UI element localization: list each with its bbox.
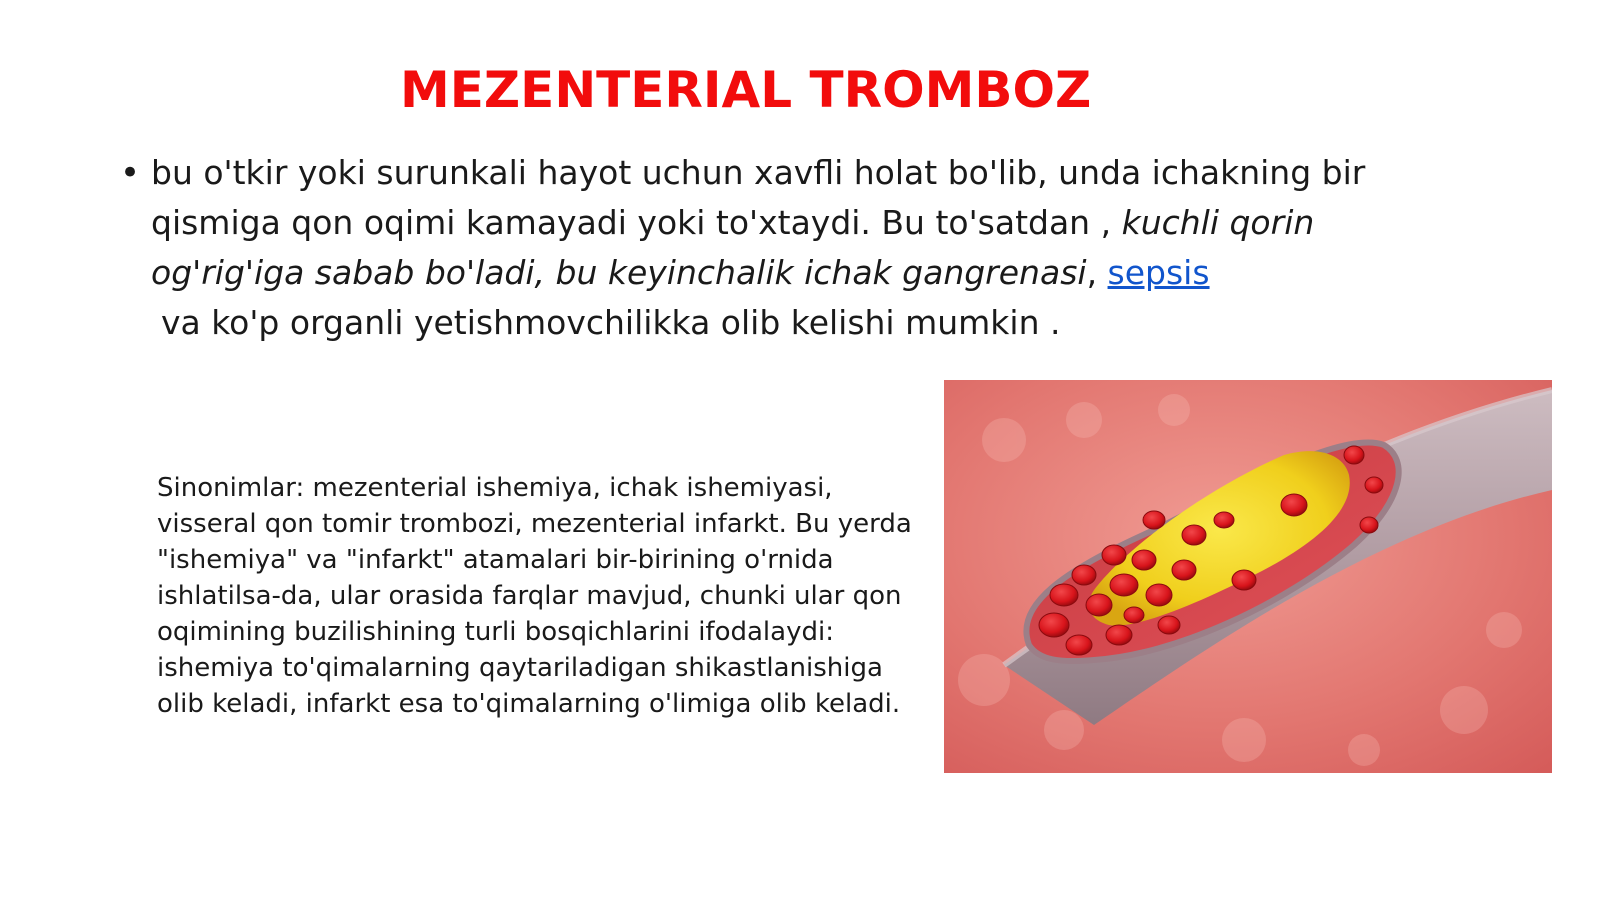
bullet-dot-icon: • [120,153,141,193]
sepsis-link[interactable]: sepsis [1107,253,1210,292]
bullet-text-part1: bu o'tkir yoki surunkali hayot uchun xavfli holat bo'lib, unda ichakning bir qismiga qon oqimi kamayadi yoki to'xtaydi. Bu to'satdan , [151,153,1366,242]
synonyms-paragraph: Sinonimlar: mezenterial ishemiya, ichak ishemiyasi, visseral qon tomir trombozi, mezenterial infarkt. Bu yerda "ishemiya" va "infarkt" atamalari bir-birining o'rnida ishlatilsa-da, ular orasida farqlar mavjud, chunki ular qon oqimining buzilishining turli bosqichlarini ifodalaydi: ishemiya to'qimalarning qaytariladigan shikastlanishiga olib keladi, infarkt esa to'qimalarning o'limiga olib keladi. [157,473,912,719]
bullet-paragraph [151,148,1471,348]
thrombosis-illustration [944,380,1552,773]
blood-vessel-image [944,380,1552,773]
bullet-text-part2: va ko'p organli yetishmovchilikka olib kelishi mumkin . [161,303,1061,342]
bullet-italic-text: kuchli qorin og'rig'iga sabab bo'ladi, bu keyinchalik ichak gangrenasi [151,203,1315,292]
slide-title: MEZENTERIAL TROMBOZ [400,61,1092,119]
bullet-comma: , [1086,253,1108,292]
